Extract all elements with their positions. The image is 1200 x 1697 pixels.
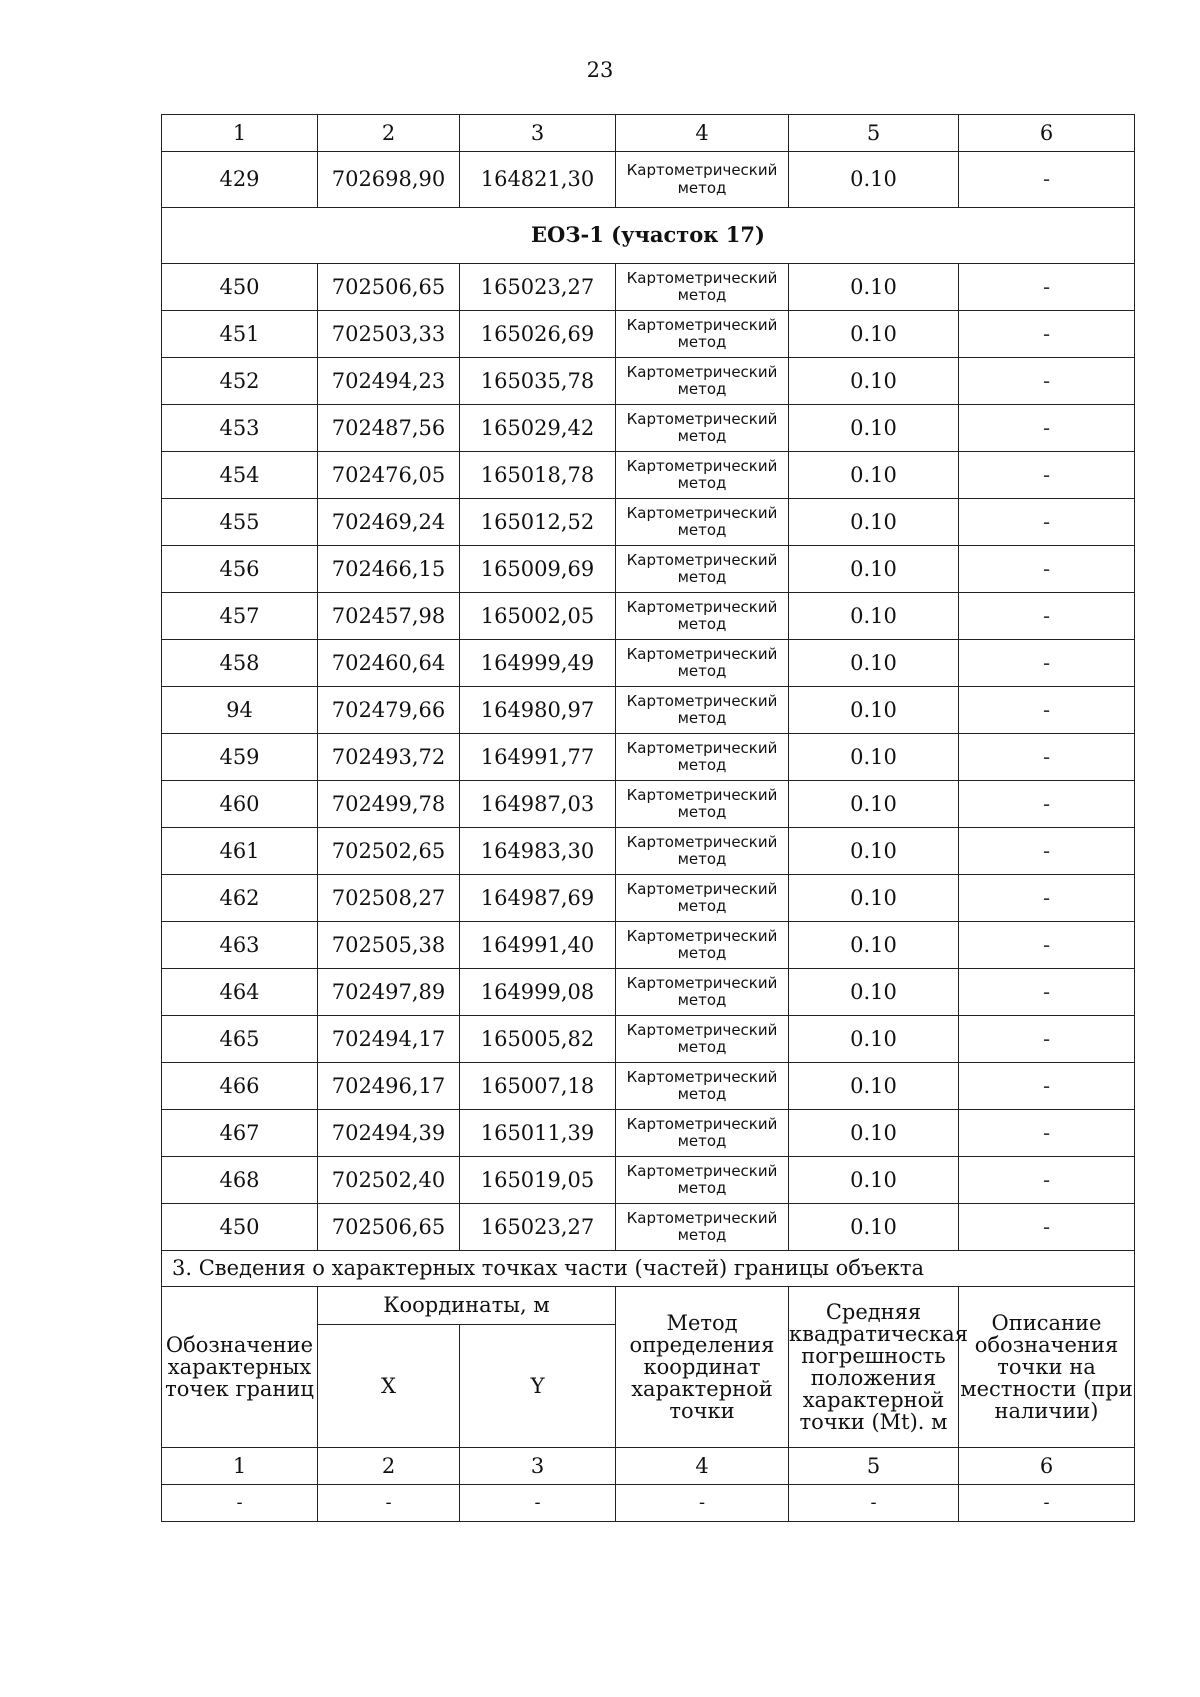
- point-cell: 452: [162, 358, 318, 405]
- y-cell: 165018,78: [460, 452, 616, 499]
- empty-cell: -: [318, 1485, 460, 1522]
- y-cell: 165035,78: [460, 358, 616, 405]
- table-row: [162, 875, 1135, 922]
- header-coordinates: Координаты, м: [318, 1287, 616, 1325]
- x-cell: 702494,23: [318, 358, 460, 405]
- y-cell: 164991,40: [460, 922, 616, 969]
- header-x: X: [318, 1325, 460, 1448]
- error-cell: 0.10: [789, 781, 959, 828]
- method-cell: Картометрический метод: [616, 405, 789, 452]
- column-number: 2: [318, 115, 460, 152]
- point-cell: 94: [162, 687, 318, 734]
- header-row: [162, 1287, 1135, 1325]
- method-cell: Картометрический метод: [616, 358, 789, 405]
- y-cell: 165002,05: [460, 593, 616, 640]
- y-cell: 164999,49: [460, 640, 616, 687]
- empty-cell: -: [959, 1485, 1135, 1522]
- header-point: Обозначение характерных точек границ: [162, 1287, 318, 1448]
- x-cell: 702508,27: [318, 875, 460, 922]
- x-cell: 702497,89: [318, 969, 460, 1016]
- section-title-row: [162, 208, 1135, 264]
- table-row: [162, 1016, 1135, 1063]
- error-cell: 0.10: [789, 499, 959, 546]
- error-cell: 0.10: [789, 152, 959, 208]
- point-cell: 463: [162, 922, 318, 969]
- column-number: 3: [460, 115, 616, 152]
- description-cell: -: [959, 499, 1135, 546]
- table-row: [162, 687, 1135, 734]
- table-row: [162, 405, 1135, 452]
- point-cell: 457: [162, 593, 318, 640]
- method-cell: Картометрический метод: [616, 546, 789, 593]
- point-cell: 456: [162, 546, 318, 593]
- method-cell: Картометрический метод: [616, 264, 789, 311]
- column-number: 6: [959, 115, 1135, 152]
- table-row: [162, 781, 1135, 828]
- method-cell: Картометрический метод: [616, 969, 789, 1016]
- column-number: 2: [318, 1448, 460, 1485]
- description-cell: -: [959, 546, 1135, 593]
- description-cell: -: [959, 969, 1135, 1016]
- description-cell: -: [959, 1063, 1135, 1110]
- point-cell: 462: [162, 875, 318, 922]
- point-cell: 429: [162, 152, 318, 208]
- header-method: Метод определения координат характерной точки: [616, 1287, 789, 1448]
- y-cell: 164991,77: [460, 734, 616, 781]
- y-cell: 165012,52: [460, 499, 616, 546]
- header-description: Описание обозначения точки на местности (при наличии): [959, 1287, 1135, 1448]
- table-row: [162, 1204, 1135, 1251]
- column-number: 1: [162, 115, 318, 152]
- method-cell: Картометрический метод: [616, 152, 789, 208]
- header-error: Средняя квадратическая погрешность положения характерной точки (Mt). м: [789, 1287, 959, 1448]
- y-cell: 165026,69: [460, 311, 616, 358]
- point-cell: 460: [162, 781, 318, 828]
- description-cell: -: [959, 828, 1135, 875]
- column-number: 3: [460, 1448, 616, 1485]
- point-cell: 453: [162, 405, 318, 452]
- description-cell: -: [959, 687, 1135, 734]
- table-row: [162, 546, 1135, 593]
- column-number: 4: [616, 1448, 789, 1485]
- x-cell: 702460,64: [318, 640, 460, 687]
- method-cell: Картометрический метод: [616, 1016, 789, 1063]
- description-cell: -: [959, 264, 1135, 311]
- method-cell: Картометрический метод: [616, 734, 789, 781]
- error-cell: 0.10: [789, 1016, 959, 1063]
- x-cell: 702466,15: [318, 546, 460, 593]
- table-row: [162, 828, 1135, 875]
- description-cell: -: [959, 922, 1135, 969]
- method-cell: Картометрический метод: [616, 922, 789, 969]
- point-cell: 468: [162, 1157, 318, 1204]
- y-cell: 164980,97: [460, 687, 616, 734]
- point-cell: 451: [162, 311, 318, 358]
- method-cell: Картометрический метод: [616, 1063, 789, 1110]
- method-cell: Картометрический метод: [616, 640, 789, 687]
- x-cell: 702502,65: [318, 828, 460, 875]
- description-cell: -: [959, 1157, 1135, 1204]
- y-cell: 164999,08: [460, 969, 616, 1016]
- method-cell: Картометрический метод: [616, 687, 789, 734]
- description-cell: -: [959, 358, 1135, 405]
- error-cell: 0.10: [789, 358, 959, 405]
- section3-caption: 3. Сведения о характерных точках части (частей) границы объекта: [162, 1251, 1135, 1287]
- description-cell: -: [959, 1016, 1135, 1063]
- error-cell: 0.10: [789, 1204, 959, 1251]
- description-cell: -: [959, 452, 1135, 499]
- point-cell: 458: [162, 640, 318, 687]
- y-cell: 165009,69: [460, 546, 616, 593]
- empty-cell: -: [162, 1485, 318, 1522]
- x-cell: 702457,98: [318, 593, 460, 640]
- column-number: 6: [959, 1448, 1135, 1485]
- point-cell: 467: [162, 1110, 318, 1157]
- table-row: [162, 734, 1135, 781]
- point-cell: 459: [162, 734, 318, 781]
- method-cell: Картометрический метод: [616, 781, 789, 828]
- coordinates-table: [161, 114, 1135, 1522]
- y-cell: 164821,30: [460, 152, 616, 208]
- table-row: [162, 1157, 1135, 1204]
- method-cell: Картометрический метод: [616, 875, 789, 922]
- error-cell: 0.10: [789, 546, 959, 593]
- column-number: 1: [162, 1448, 318, 1485]
- x-cell: 702505,38: [318, 922, 460, 969]
- error-cell: 0.10: [789, 734, 959, 781]
- table-row: [162, 452, 1135, 499]
- table-row: [162, 593, 1135, 640]
- x-cell: 702487,56: [318, 405, 460, 452]
- x-cell: 702503,33: [318, 311, 460, 358]
- method-cell: Картометрический метод: [616, 1204, 789, 1251]
- y-cell: 165029,42: [460, 405, 616, 452]
- header-y: Y: [460, 1325, 616, 1448]
- method-cell: Картометрический метод: [616, 1110, 789, 1157]
- description-cell: -: [959, 311, 1135, 358]
- y-cell: 165011,39: [460, 1110, 616, 1157]
- error-cell: 0.10: [789, 593, 959, 640]
- point-cell: 466: [162, 1063, 318, 1110]
- table-row: [162, 264, 1135, 311]
- column-number-row: [162, 115, 1135, 152]
- point-cell: 454: [162, 452, 318, 499]
- table-row: [162, 1063, 1135, 1110]
- description-cell: -: [959, 593, 1135, 640]
- point-cell: 450: [162, 1204, 318, 1251]
- error-cell: 0.10: [789, 311, 959, 358]
- y-cell: 165007,18: [460, 1063, 616, 1110]
- description-cell: -: [959, 875, 1135, 922]
- x-cell: 702499,78: [318, 781, 460, 828]
- method-cell: Картометрический метод: [616, 311, 789, 358]
- x-cell: 702506,65: [318, 264, 460, 311]
- error-cell: 0.10: [789, 1063, 959, 1110]
- table-row: [162, 969, 1135, 1016]
- description-cell: -: [959, 734, 1135, 781]
- table-row: [162, 1485, 1135, 1522]
- error-cell: 0.10: [789, 1110, 959, 1157]
- x-cell: 702494,17: [318, 1016, 460, 1063]
- method-cell: Картометрический метод: [616, 1157, 789, 1204]
- error-cell: 0.10: [789, 922, 959, 969]
- x-cell: 702502,40: [318, 1157, 460, 1204]
- y-cell: 164987,03: [460, 781, 616, 828]
- x-cell: 702479,66: [318, 687, 460, 734]
- table-row: [162, 311, 1135, 358]
- method-cell: Картометрический метод: [616, 828, 789, 875]
- error-cell: 0.10: [789, 1157, 959, 1204]
- point-cell: 455: [162, 499, 318, 546]
- point-cell: 450: [162, 264, 318, 311]
- method-cell: Картометрический метод: [616, 452, 789, 499]
- table-row: [162, 922, 1135, 969]
- section3-caption-row: [162, 1251, 1135, 1287]
- column-number: 5: [789, 115, 959, 152]
- description-cell: -: [959, 1110, 1135, 1157]
- empty-cell: -: [460, 1485, 616, 1522]
- description-cell: -: [959, 781, 1135, 828]
- x-cell: 702496,17: [318, 1063, 460, 1110]
- error-cell: 0.10: [789, 264, 959, 311]
- method-cell: Картометрический метод: [616, 593, 789, 640]
- table-row: [162, 152, 1135, 208]
- column-number: 5: [789, 1448, 959, 1485]
- x-cell: 702506,65: [318, 1204, 460, 1251]
- empty-cell: -: [616, 1485, 789, 1522]
- y-cell: 164983,30: [460, 828, 616, 875]
- method-cell: Картометрический метод: [616, 499, 789, 546]
- error-cell: 0.10: [789, 687, 959, 734]
- table-row: [162, 640, 1135, 687]
- table-row: [162, 499, 1135, 546]
- table-row: [162, 1110, 1135, 1157]
- y-cell: 164987,69: [460, 875, 616, 922]
- error-cell: 0.10: [789, 828, 959, 875]
- y-cell: 165019,05: [460, 1157, 616, 1204]
- x-cell: 702493,72: [318, 734, 460, 781]
- y-cell: 165005,82: [460, 1016, 616, 1063]
- section-title: ЕОЗ-1 (участок 17): [162, 208, 1135, 264]
- error-cell: 0.10: [789, 452, 959, 499]
- x-cell: 702476,05: [318, 452, 460, 499]
- page-number: 23: [586, 58, 614, 82]
- description-cell: -: [959, 405, 1135, 452]
- error-cell: 0.10: [789, 875, 959, 922]
- y-cell: 165023,27: [460, 1204, 616, 1251]
- point-cell: 464: [162, 969, 318, 1016]
- description-cell: -: [959, 152, 1135, 208]
- table-row: [162, 358, 1135, 405]
- column-number: 4: [616, 115, 789, 152]
- column-number-row: [162, 1448, 1135, 1485]
- error-cell: 0.10: [789, 640, 959, 687]
- description-cell: -: [959, 1204, 1135, 1251]
- description-cell: -: [959, 640, 1135, 687]
- y-cell: 165023,27: [460, 264, 616, 311]
- x-cell: 702469,24: [318, 499, 460, 546]
- x-cell: 702698,90: [318, 152, 460, 208]
- x-cell: 702494,39: [318, 1110, 460, 1157]
- error-cell: 0.10: [789, 969, 959, 1016]
- empty-cell: -: [789, 1485, 959, 1522]
- error-cell: 0.10: [789, 405, 959, 452]
- point-cell: 461: [162, 828, 318, 875]
- point-cell: 465: [162, 1016, 318, 1063]
